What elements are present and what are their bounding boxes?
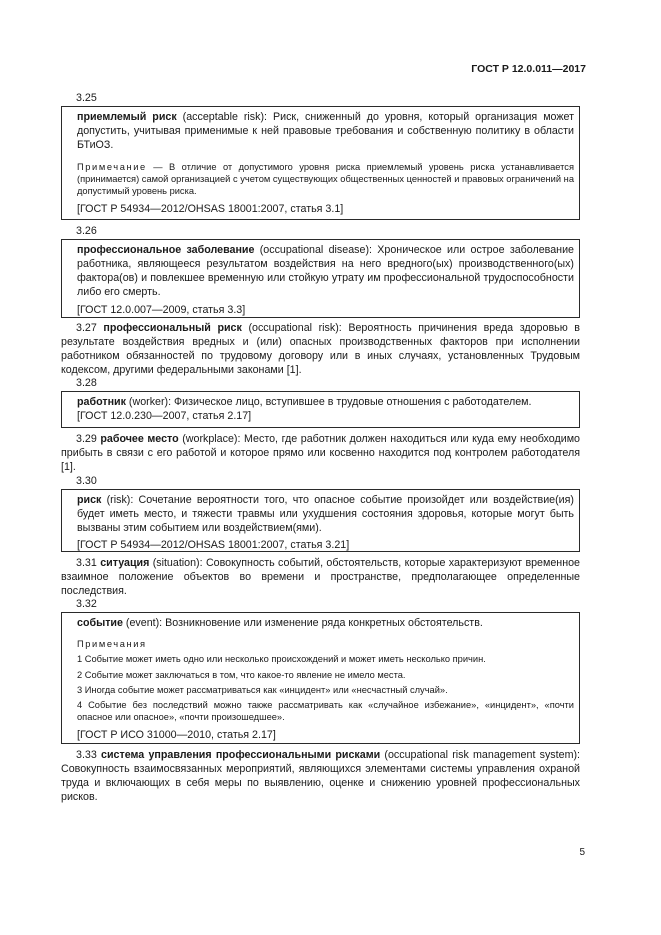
term-definition (77, 494, 574, 536)
definition-text: (acceptable risk): Риск, сниженный до уровня, который организация может допустить, учитывая применимые к ней правовые требования и собственную политику в области БТиОЗ. (77, 111, 574, 151)
term-title: работник (77, 396, 126, 408)
definition-text: (occupational risk): Вероятность причинения вреда здоровью в результате воздействия вредных и (или) опасных производственных факторов при исполнении работником обязанностей по трудовому договору или в иных случаях, установленных Трудовым кодексом, другими федеральными законами [1]. (61, 322, 580, 376)
term-number: 3.29 (76, 433, 97, 445)
page-number: 5 (579, 847, 585, 858)
note-item: 3 Иногда событие может рассматриваться как «инцидент» или «несчастный случай». (77, 684, 448, 695)
term-3-27 (61, 322, 580, 378)
term-title: рабочее место (100, 433, 179, 445)
term-number: 3.31 (76, 557, 97, 569)
notes-label: Примечания (77, 638, 147, 649)
term-title: профессиональное заболевание (77, 244, 255, 256)
term-number: 3.27 (76, 322, 97, 334)
term-box-3-28 (61, 391, 580, 428)
source-reference: [ГОСТ Р 54934—2012/OHSAS 18001:2007, статья 3.1] (77, 202, 344, 215)
source-reference: [ГОСТ 12.0.230—2007, статья 2.17] (77, 409, 252, 422)
note-item: 2 Событие может заключаться в том, что какое-то явление не имело места. (77, 669, 406, 680)
term-number: 3.32 (76, 598, 97, 610)
term-definition (77, 111, 574, 153)
note-text: — В отличие от допустимого уровня риска приемлемый уровень риска устанавливается (принимается) самой организацией с учетом существующих общественных ценностей и правовых ограничений на допустимый уровень риска. (77, 161, 574, 197)
term-3-29 (61, 433, 580, 475)
term-3-31 (61, 557, 580, 599)
term-number: 3.33 (76, 749, 97, 761)
term-3-33 (61, 749, 580, 805)
term-title: риск (77, 494, 102, 506)
source-reference: [ГОСТ Р 54934—2012/OHSAS 18001:2007, статья 3.21] (77, 538, 350, 551)
term-definition (77, 617, 574, 631)
definition-text: (event): Возникновение или изменение ряда конкретных обстоятельств. (122, 617, 483, 629)
definition-text: (occupational risk management system): Совокупность взаимосвязанных мероприятий, являющихся элементами системы управления охраной труда и включающих в себя меры по выявлению, оценке и снижению уровней профессиональных рисков. (61, 749, 580, 803)
term-number: 3.25 (76, 92, 97, 104)
term-box-3-32 (61, 612, 580, 744)
definition-text: (occupational disease): Хроническое или острое заболевание работника, являющееся результатом воздействия на него вредного(ых) производственного(ых) фактора(ов) и повлекшее временную или стойкую утрату им профессиональной трудоспособности либо его смерть. (77, 244, 574, 298)
note-item: 1 Событие может иметь одно или несколько происхождений и может иметь несколько причин. (77, 654, 486, 665)
definition-text: (workplace): Место, где работник должен находиться или куда ему необходимо прибыть в связи с его работой и которое прямо или косвенно находится под контролем работодателя [1]. (61, 433, 580, 473)
term-title: профессиональный риск (103, 322, 242, 334)
term-title: приемлемый риск (77, 111, 177, 123)
notes (77, 638, 574, 724)
document-header: ГОСТ Р 12.0.011—2017 (471, 63, 586, 75)
note-item: 4 Событие без последствий можно также рассматривать как «случайное избежание», «инцидент», «почти опасное или опасное», «почти произошедшее». (77, 700, 574, 723)
term-number: 3.30 (76, 475, 97, 487)
term-title: система управления профессиональными рисками (101, 749, 381, 761)
source-reference: [ГОСТ 12.0.007—2009, статья 3.3] (77, 303, 246, 316)
term-box-3-25 (61, 106, 580, 220)
definition-text: (situation): Совокупность событий, обстоятельств, которые характеризуют временное взаимное положение объектов во времени и пространстве, предполагающее определенные последствия. (61, 557, 580, 597)
term-definition (77, 244, 574, 300)
term-title: ситуация (100, 557, 150, 569)
note (77, 161, 574, 198)
term-definition (77, 396, 574, 410)
definition-text: (worker): Физическое лицо, вступившее в трудовые отношения с работодателем. (125, 396, 532, 408)
definition-text: (risk): Сочетание вероятности того, что опасное событие произойдет или воздействие(ия) будет иметь место, и тяжести травмы или ухудшения состояния здоровья, которые могут быть вызваны этим событием или воздействием(ями). (77, 494, 574, 534)
source-reference: [ГОСТ Р ИСО 31000—2010, статья 2.17] (77, 728, 276, 741)
term-number: 3.28 (76, 377, 97, 389)
term-number: 3.26 (76, 225, 97, 237)
term-box-3-26 (61, 239, 580, 318)
note-label: Примечание (77, 161, 147, 172)
term-title: событие (77, 617, 123, 629)
term-box-3-30 (61, 489, 580, 552)
